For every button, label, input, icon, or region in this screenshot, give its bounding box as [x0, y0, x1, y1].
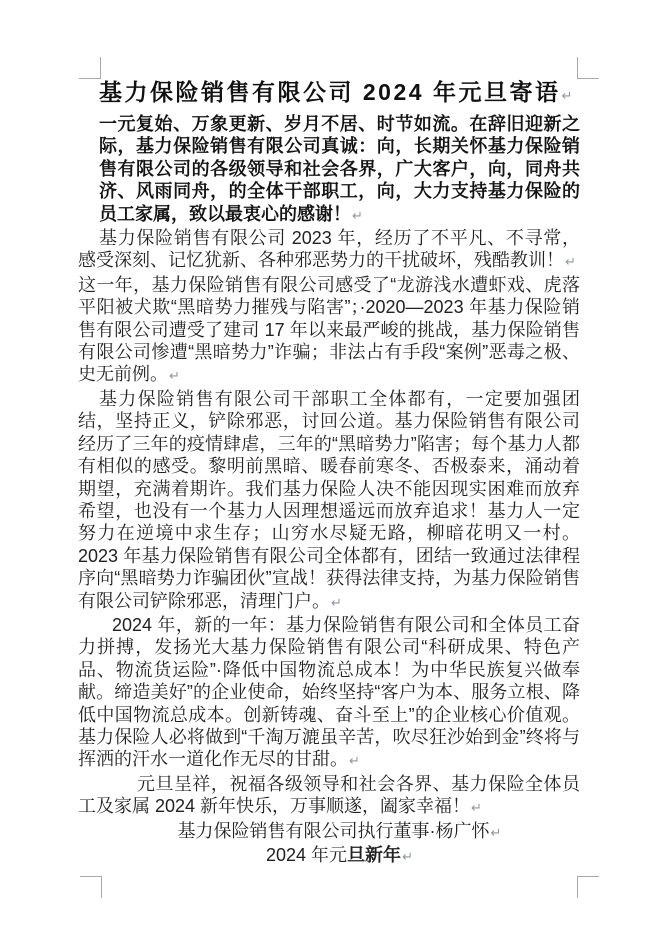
paragraph-text: 这一年，基力保险销售有限公司感受了“龙游浅水遭虾戏、虎落平阳被犬欺“黑暗势力摧残与陷害”；·2020—2023 年基力保险销售有限公司遭受了建司 17 年以来最严峻的挑战，基力保险销售有限公司惨遭“黑暗势力”诈骗；非法占有手段“案例”恶毒之极、史无前例。 — [78, 274, 580, 385]
paragraph-staff-unity — [78, 388, 580, 614]
paragraph-text: 基力保险销售有限公司 2023 年，经历了不平凡、不寻常，感受深刻、记忆犹新、各种邪恶势力的干扰破坏，残酷教训！ — [78, 228, 580, 271]
text-boundary-mark-bottom-right — [577, 876, 599, 898]
paragraph-mark-icon: ↵ — [471, 800, 482, 816]
signature-text: 基力保险销售有限公司执行董事·杨广怀 — [177, 820, 490, 841]
date-line-serif: 旦新年 — [347, 845, 402, 865]
document-text-block — [78, 77, 580, 868]
paragraph-2024-outlook — [78, 614, 580, 773]
paragraph-new-year-wishes — [78, 773, 580, 820]
paragraph-mark-icon: ↵ — [349, 753, 360, 769]
paragraph-mark-icon: ↵ — [402, 849, 413, 864]
signature-line — [99, 820, 580, 844]
document-title — [99, 77, 580, 111]
text-boundary-mark-top-right — [577, 57, 599, 79]
paragraph-this-year — [78, 274, 580, 388]
paragraph-greeting — [99, 113, 580, 227]
paragraph-mark-icon: ↵ — [169, 368, 180, 384]
paragraph-text: 一元复始、万象更新、岁月不居、时节如流。在辞旧迎新之际，基力保险销售有限公司真诚：向，长期关怀基力保险销售有限公司的各级领导和社会各界，广大客户，向，同舟共济、风雨同舟，的全体干部职工，向，大力支持基力保险的员工家属，致以最衷心的感谢！ — [99, 114, 580, 224]
date-line-normal: 2024 年元 — [266, 845, 348, 865]
document-title-text: 基力保险销售有限公司 2024 年元旦寄语 — [99, 79, 561, 105]
text-boundary-mark-top-left — [79, 57, 101, 79]
paragraph-mark-icon: ↵ — [490, 824, 502, 840]
paragraph-mark-icon: ↵ — [561, 88, 573, 103]
date-line — [99, 844, 580, 868]
paragraph-text: 元旦呈祥，祝福各级领导和社会各界、基力保险全体员工及家属 2024 新年快乐，万事顺遂，阖家幸福！ — [78, 773, 580, 817]
paragraph-2023-review — [78, 227, 580, 274]
text-boundary-mark-bottom-left — [80, 876, 102, 898]
paragraph-text: 2024 年，新的一年：基力保险销售有限公司和全体员工奋力拼搏，发扬光大基力保险销售有限公司“科研成果、特色产品、物流货运险”·降低中国物流总成本！为中华民族复兴做奉献。缔造美好”的企业使命，始终坚持“客户为本、服务立根、降低中国物流总成本。创新铸魂、奋斗至上”的企业核心价值观。基力保险人必将做到“千淘万漉虽辛苦，吹尽狂沙始到金”终将与挥洒的汗水一道化作无尽的甘甜。 — [78, 614, 580, 770]
paragraph-text: 基力保险销售有限公司干部职工全体都有，一定要加强团结，坚持正义，铲除邪恶，讨回公道。基力保险销售有限公司经历了三年的疫情肆虐，三年的“黑暗势力”陷害；每个基力人都有相似的感受。黎明前黑暗、暖春前寒冬、否极泰来，涌动着期望，充满着期许。我们基力保险人决不能因现实困难而放弃希望，也没有一个基力人因理想遥远而放弃追求！基力人一定努力在逆境中求生存；山穷水尽疑无路，柳暗花明又一村。2023 年基力保险销售有限公司全体都有，团结一致通过法律程序向“黑暗势力诈骗团伙”宣战！获得法律支持，为基力保险销售有限公司铲除邪恶，清理门户。 — [78, 388, 580, 611]
paragraph-mark-icon: ↵ — [331, 594, 342, 610]
paragraph-mark-icon: ↵ — [565, 254, 576, 270]
paragraph-mark-icon: ↵ — [352, 207, 363, 223]
